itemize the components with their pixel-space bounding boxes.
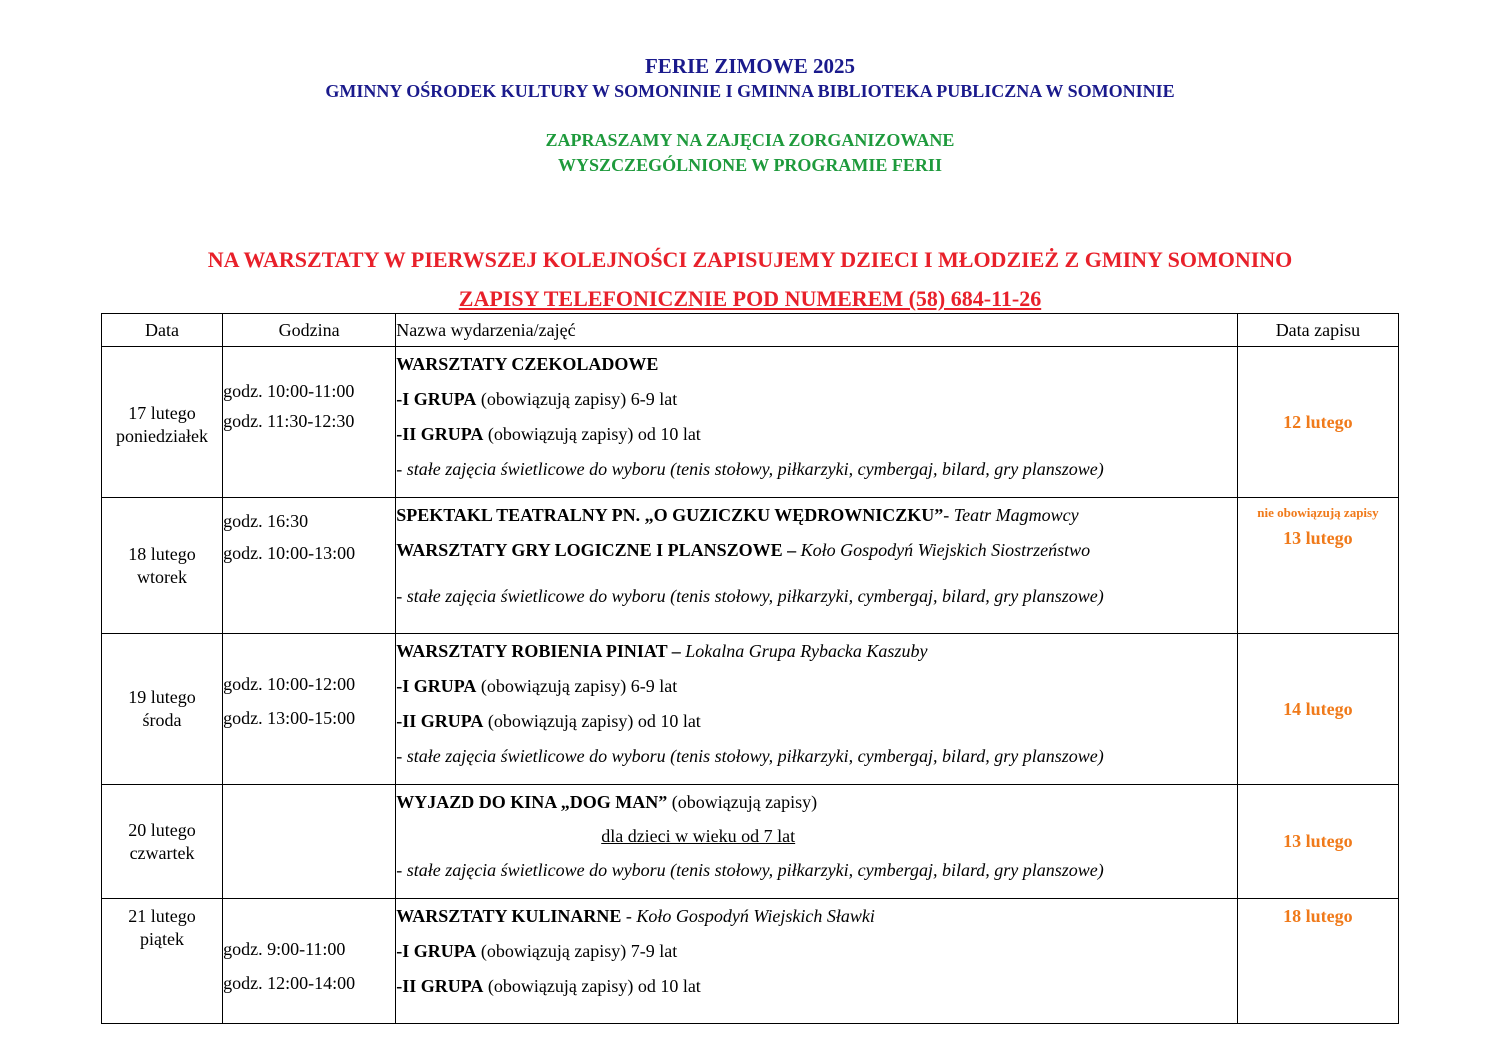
common-activities-note: - stałe zajęcia świetlicowe do wyboru (tenis stołowy, piłkarzyki, cymbergaj, bilard, gry planszowe): [396, 746, 1104, 766]
schedule-table: [101, 313, 1399, 1024]
event-title: WARSZTATY KULINARNE: [396, 906, 626, 926]
event-title: WARSZTATY ROBIENIA PINIAT –: [396, 641, 686, 661]
row-day: piątek: [140, 929, 185, 949]
common-activities-note: - stałe zajęcia świetlicowe do wyboru (tenis stołowy, piłkarzyki, cymbergaj, bilard, gry planszowe): [396, 860, 1104, 880]
group-label: -I GRUPA: [396, 941, 477, 961]
event-title: WYJAZD DO KINA „DOG MAN”: [396, 792, 668, 812]
time-slot: godz. 10:00-13:00: [223, 543, 356, 563]
table-row: [102, 347, 1399, 498]
row-day: wtorek: [137, 566, 188, 587]
column-header-time: Godzina: [223, 314, 396, 347]
table-row: [102, 634, 1399, 785]
phone-notice: ZAPISY TELEFONICZNIE POD NUMEREM (58) 684-11-26: [458, 286, 1042, 311]
time-slot: godz. 9:00-11:00: [223, 939, 346, 959]
group-detail: (obowiązują zapisy) 7-9 lat: [476, 941, 678, 961]
table-header-row: [102, 314, 1399, 347]
time-slot: godz. 12:00-14:00: [223, 973, 356, 993]
table-row: [102, 498, 1399, 634]
registration-date: 12 lutego: [1237, 347, 1398, 498]
age-note: dla dzieci w wieku od 7 lat: [601, 826, 796, 846]
event-organizer: Koło Gospodyń Wiejskich Siostrzeństwo: [800, 540, 1091, 560]
group-detail: (obowiązują zapisy) od 10 lat: [483, 976, 701, 996]
page-title: FERIE ZIMOWE 2025: [644, 54, 856, 78]
row-date-cell: [102, 785, 223, 899]
registration-cell: [1237, 899, 1398, 1024]
registration-date: 13 lutego: [1283, 528, 1353, 548]
group-label: -I GRUPA: [396, 676, 477, 696]
row-date-cell: [102, 347, 223, 498]
group-label: -II GRUPA: [396, 976, 484, 996]
organizer-line: GMINNY OŚRODEK KULTURY W SOMONINIE I GMINNA BIBLIOTEKA PUBLICZNA W SOMONINIE: [325, 81, 1175, 101]
row-date: 19 lutego: [128, 687, 196, 707]
event-detail: (obowiązują zapisy): [667, 792, 818, 812]
row-date-cell: [102, 634, 223, 785]
row-time-cell: [223, 785, 396, 899]
row-date: 20 lutego: [128, 819, 196, 840]
group-detail: (obowiązują zapisy) od 10 lat: [483, 424, 701, 444]
row-day: czwartek: [129, 842, 195, 863]
group-detail: (obowiązują zapisy) 6-9 lat: [476, 389, 678, 409]
row-event-cell: [396, 785, 1238, 899]
group-label: -II GRUPA: [396, 711, 484, 731]
registration-cell: [1237, 498, 1398, 634]
row-date: 17 lutego: [128, 402, 196, 423]
time-slot: godz. 13:00-15:00: [223, 708, 356, 728]
invite-line-1: ZAPRASZAMY NA ZAJĘCIA ZORGANIZOWANE: [545, 130, 955, 150]
registration-note: nie obowiązują zapisy: [1257, 505, 1379, 520]
row-event-cell: [396, 899, 1238, 1024]
column-header-event: Nazwa wydarzenia/zajęć: [396, 314, 1238, 347]
time-slot: godz. 11:30-12:30: [223, 411, 355, 431]
row-event-cell: [396, 634, 1238, 785]
time-slot: godz. 10:00-11:00: [223, 381, 355, 401]
event-title: WARSZTATY GRY LOGICZNE I PLANSZOWE –: [396, 540, 801, 560]
row-day: poniedziałek: [116, 425, 209, 446]
row-time-cell: [223, 899, 396, 1024]
event-organizer: Lokalna Grupa Rybacka Kaszuby: [685, 641, 928, 661]
registration-date: 13 lutego: [1237, 785, 1398, 899]
row-event-cell: [396, 347, 1238, 498]
group-detail: (obowiązują zapisy) 6-9 lat: [476, 676, 678, 696]
row-date: 18 lutego: [128, 543, 196, 564]
row-event-cell: [396, 498, 1238, 634]
row-date: 21 lutego: [128, 906, 196, 926]
group-detail: (obowiązują zapisy) od 10 lat: [483, 711, 701, 731]
column-header-date: Data: [102, 314, 223, 347]
event-title: WARSZTATY CZEKOLADOWE: [396, 354, 659, 374]
registration-date: 14 lutego: [1237, 634, 1398, 785]
table-row: [102, 899, 1399, 1024]
common-activities-note: - stałe zajęcia świetlicowe do wyboru (tenis stołowy, piłkarzyki, cymbergaj, bilard, gry planszowe): [396, 586, 1104, 606]
row-date-cell: [102, 498, 223, 634]
row-time-cell: [223, 634, 396, 785]
priority-notice: NA WARSZTATY W PIERWSZEJ KOLEJNOŚCI ZAPISUJEMY DZIECI I MŁODZIEŻ Z GMINY SOMONINO: [207, 247, 1293, 272]
event-title: SPEKTAKL TEATRALNY PN. „O GUZICZKU WĘDROWNICZKU”: [396, 505, 944, 525]
invite-line-2: WYSZCZEGÓLNIONE W PROGRAMIE FERII: [558, 155, 942, 175]
row-time-cell: [223, 498, 396, 634]
event-organizer: - Koło Gospodyń Wiejskich Sławki: [625, 906, 875, 926]
time-slot: godz. 16:30: [223, 511, 309, 531]
column-header-registration: Data zapisu: [1237, 314, 1398, 347]
time-slot: godz. 10:00-12:00: [223, 674, 356, 694]
group-label: -II GRUPA: [396, 424, 484, 444]
row-date-cell: [102, 899, 223, 1024]
registration-date: 18 lutego: [1283, 906, 1353, 926]
table-row: [102, 785, 1399, 899]
group-label: -I GRUPA: [396, 389, 477, 409]
row-day: środa: [142, 710, 182, 730]
common-activities-note: - stałe zajęcia świetlicowe do wyboru (tenis stołowy, piłkarzyki, cymbergaj, bilard, gry planszowe): [396, 459, 1104, 479]
row-time-cell: [223, 347, 396, 498]
event-organizer: - Teatr Magmowcy: [943, 505, 1079, 525]
